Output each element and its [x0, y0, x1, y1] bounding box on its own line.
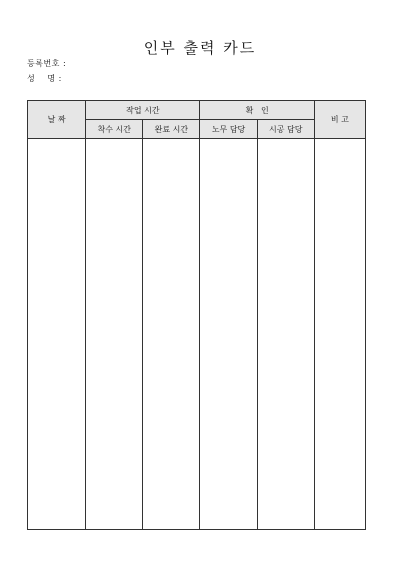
header-note: 비 고: [314, 101, 365, 139]
header-work-time: 작업 시간: [86, 101, 200, 120]
header-date: 날 짜: [28, 101, 86, 139]
attendance-table: [27, 100, 366, 530]
end-time-cell: [143, 139, 200, 530]
labor-manager-cell: [200, 139, 257, 530]
document-title: 인부 출력 카드: [143, 39, 257, 57]
date-cell: [28, 139, 86, 530]
subheader-labor-manager: 노무 담당: [200, 120, 257, 139]
note-cell: [314, 139, 365, 530]
subheader-end-time: 완료 시간: [143, 120, 200, 139]
subheader-start-time: 착수 시간: [86, 120, 143, 139]
start-time-cell: [86, 139, 143, 530]
table-row: [28, 139, 366, 530]
header-confirm: 확 인: [200, 101, 314, 120]
construction-manager-cell: [257, 139, 314, 530]
registration-number-label: 등록번호 :: [27, 59, 67, 68]
name-label: 성 명 :: [27, 74, 62, 83]
subheader-construction-manager: 시공 담당: [257, 120, 314, 139]
